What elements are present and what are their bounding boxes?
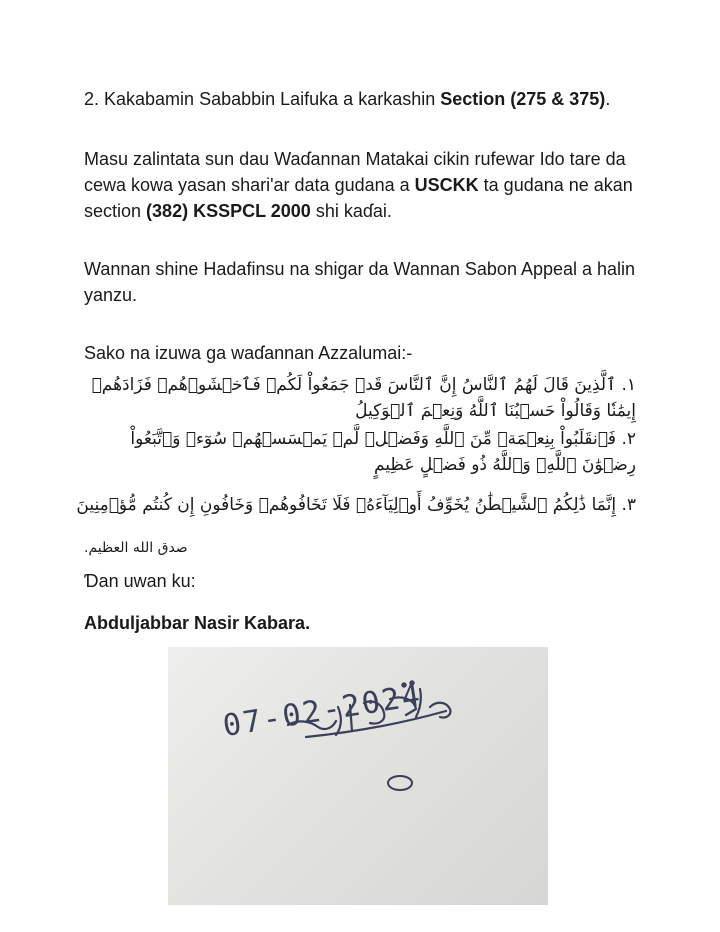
arabic-verse-2: ٢. فَٱنقَلَبُواْ بِنِعۡمَةٖ مِّنَ ٱللَّهِ وَفَضۡلٖ لَّمۡ يَمۡسَسۡهُمۡ سُوٓءٞ وَٱتَّبَعُواْ رِضۡوَٰنَ ٱللَّهِۗ وَٱللَّهُ ذُو فَضۡلٍ عَظِيمٍ	[130, 429, 636, 475]
signature-photo	[168, 647, 548, 905]
section-line-suffix: .	[605, 89, 611, 109]
para1-text-2: ta gudana ne akan section	[84, 175, 633, 221]
section-reference-line	[84, 86, 644, 112]
paragraph-message-to-oppressors: Sako na izuwa ga waɗannan Azzalumai:-	[84, 343, 413, 363]
section-line-bold: Section (275 & 375)	[440, 89, 606, 109]
author-name: Abduljabbar Nasir Kabara.	[84, 613, 311, 633]
section-line-prefix: 2. Kakabamin Sababbin Laifuka a karkashin	[84, 89, 441, 109]
para1-text-3: shi kaɗai.	[310, 201, 392, 221]
from-label: Ɗan uwan ku:	[84, 571, 196, 591]
handwritten-signature	[168, 647, 548, 905]
arabic-verse-3: ٣. إِنَّمَا ذَٰلِكُمُ ٱلشَّيۡطَٰنُ يُخَوِّفُ أَوۡلِيَآءَهُۥ فَلَا تَخَافُوهُمۡ وَخَافُونِ إِن كُنتُم مُّؤۡمِنِينَ	[76, 495, 636, 515]
para1-text-1: Masu zalintata sun dau Waɗannan Matakai cikin rufewar Ido tare da cewa kowa yasan shari'ar data gudana a	[84, 149, 626, 195]
paragraph-oppressors-steps	[84, 146, 644, 224]
arabic-verse-1: ١. ٱلَّذِينَ قَالَ لَهُمُ ٱلنَّاسُ إِنَّ ٱلنَّاسَ قَدۡ جَمَعُواْ لَكُمۡ فَٱخۡشَوۡهُمۡ فَزَادَهُمۡ إِيمَٰنٗا وَقَالُواْ حَسۡبُنَا ٱللَّهُ وَنِعۡمَ ٱلۡوَكِيلُ	[91, 375, 636, 421]
arabic-closing: صدق الله العظيم.	[84, 540, 188, 556]
signature-date: 07-02-2024	[220, 678, 425, 744]
para1-bold-usckk: USCKK	[414, 175, 479, 195]
paragraph-appeal-purpose: Wannan shine Hadafinsu na shigar da Wannan Sabon Appeal a halin yanzu.	[84, 259, 636, 305]
para1-bold-kesspcl: (382) KSSPCL 2000	[146, 201, 311, 221]
